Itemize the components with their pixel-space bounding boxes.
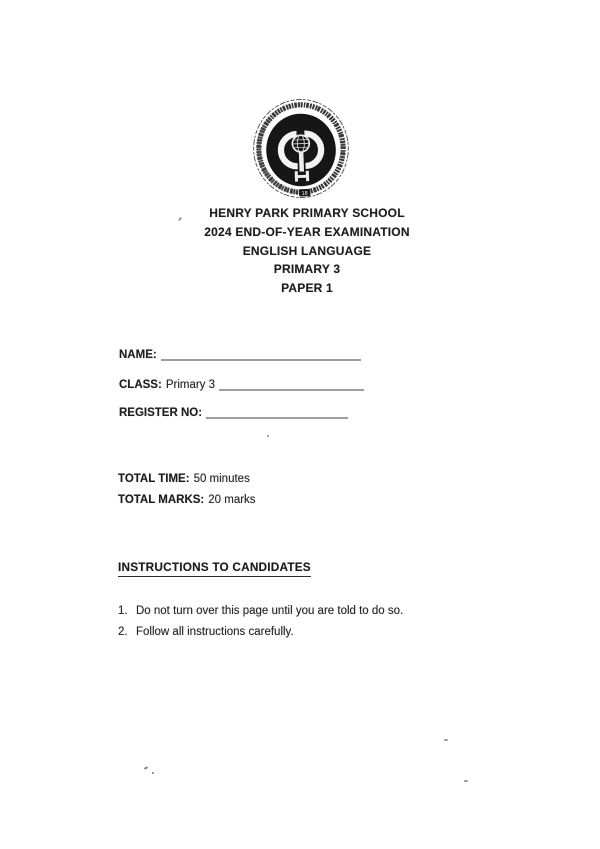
school-crest-icon	[250, 94, 352, 203]
header-subject: ENGLISH LANGUAGE	[242, 243, 372, 258]
instruction-2-text: Follow all instructions carefully.	[136, 626, 294, 638]
instruction-1-number: 1.	[118, 605, 128, 617]
instruction-1-text: Do not turn over this page until you are told to do so.	[136, 605, 404, 617]
instruction-item-2	[118, 625, 294, 640]
total-time-row	[118, 472, 250, 487]
header-level: PRIMARY 3	[273, 262, 341, 277]
instructions-heading-text: INSTRUCTIONS TO CANDIDATES	[118, 560, 311, 577]
class-blank-line	[219, 378, 364, 391]
instruction-2-number: 2.	[118, 626, 128, 638]
school-crest-svg	[250, 94, 352, 203]
header-exam-title: 2024 END-OF-YEAR EXAMINATION	[204, 224, 410, 239]
register-no-label: REGISTER NO:	[119, 407, 203, 419]
exam-header	[7, 204, 600, 298]
scan-speck	[152, 772, 154, 774]
scan-speck	[144, 766, 148, 770]
scan-speck	[464, 780, 468, 782]
total-time-label: TOTAL TIME:	[118, 473, 190, 485]
header-paper: PAPER 1	[281, 281, 333, 296]
class-value: Primary 3	[165, 379, 216, 391]
name-blank-line	[161, 348, 361, 361]
header-school-name: HENRY PARK PRIMARY SCHOOL	[209, 206, 405, 220]
total-marks-row	[118, 493, 256, 508]
register-no-field-row	[119, 403, 348, 421]
total-marks-label: TOTAL MARKS:	[118, 494, 205, 506]
crest-badge-text: 18	[301, 190, 308, 197]
name-field-row	[119, 345, 361, 363]
instruction-item-1	[118, 604, 403, 619]
total-marks-value: 20 marks	[208, 494, 256, 506]
total-time-value: 50 minutes	[193, 473, 250, 485]
scan-speck	[444, 739, 448, 741]
class-field-row	[119, 375, 364, 393]
class-label: CLASS:	[119, 379, 162, 391]
register-no-blank-line	[206, 406, 348, 419]
name-label: NAME:	[119, 349, 157, 361]
instructions-heading	[118, 560, 311, 577]
scan-speck	[267, 435, 269, 437]
